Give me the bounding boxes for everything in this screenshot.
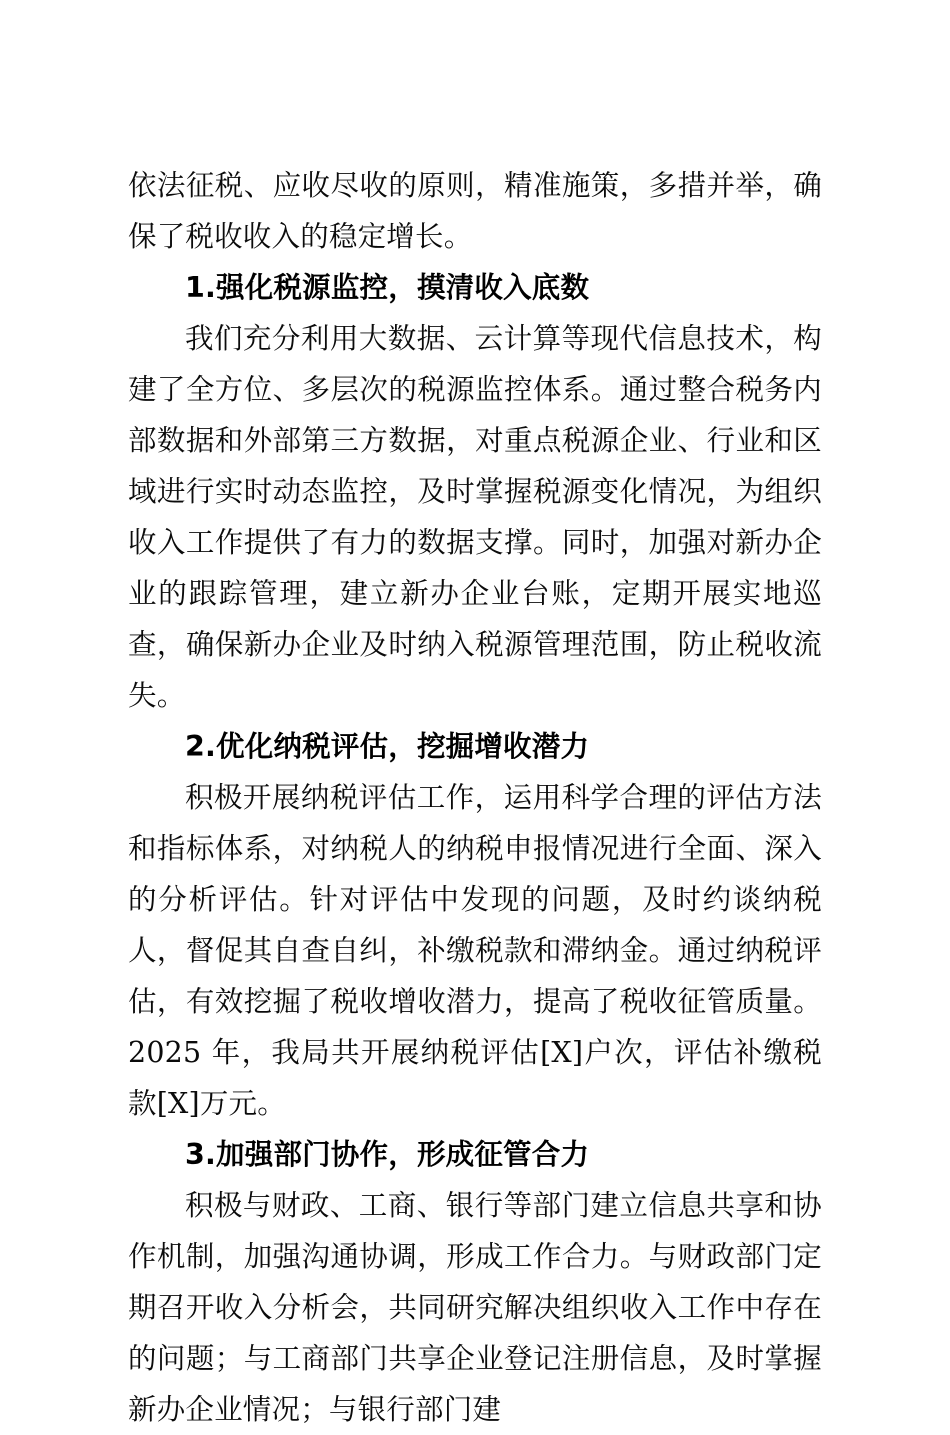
paragraph-section-3: 积极与财政、工商、银行等部门建立信息共享和协作机制，加强沟通协调，形成工作合力。与财政部门定期召开收入分析会，共同研究解决组织收入工作中存在的问题；与工商部门共享企业登记注册信息，及时掌握新办企业情况；与银行部门建	[128, 1189, 822, 1426]
section-heading-1: 1.强化税源监控，摸清收入底数	[185, 271, 590, 304]
paragraph-section-1: 我们充分利用大数据、云计算等现代信息技术，构建了全方位、多层次的税源监控体系。通过整合税务内部数据和外部第三方数据，对重点税源企业、行业和区域进行实时动态监控，及时掌握税源变化情况，为组织收入工作提供了有力的数据支撑。同时，加强对新办企业的跟踪管理，建立新办企业台账，定期开展实地巡查，确保新办企业及时纳入税源管理范围，防止税收流失。	[128, 322, 822, 712]
section-heading-2: 2.优化纳税评估，挖掘增收潜力	[185, 730, 590, 763]
section-heading-3: 3.加强部门协作，形成征管合力	[185, 1138, 590, 1171]
document-body	[128, 160, 822, 1435]
paragraph-section-2: 积极开展纳税评估工作，运用科学合理的评估方法和指标体系，对纳税人的纳税申报情况进行全面、深入的分析评估。针对评估中发现的问题，及时约谈纳税人，督促其自查自纠，补缴税款和滞纳金。通过纳税评估，有效挖掘了税收增收潜力，提高了税收征管质量。2025 年，我局共开展纳税评估[X]户次，评估补缴税款[X]万元。	[128, 781, 822, 1120]
paragraph-intro: 依法征税、应收尽收的原则，精准施策，多措并举，确保了税收收入的稳定增长。	[128, 169, 822, 253]
